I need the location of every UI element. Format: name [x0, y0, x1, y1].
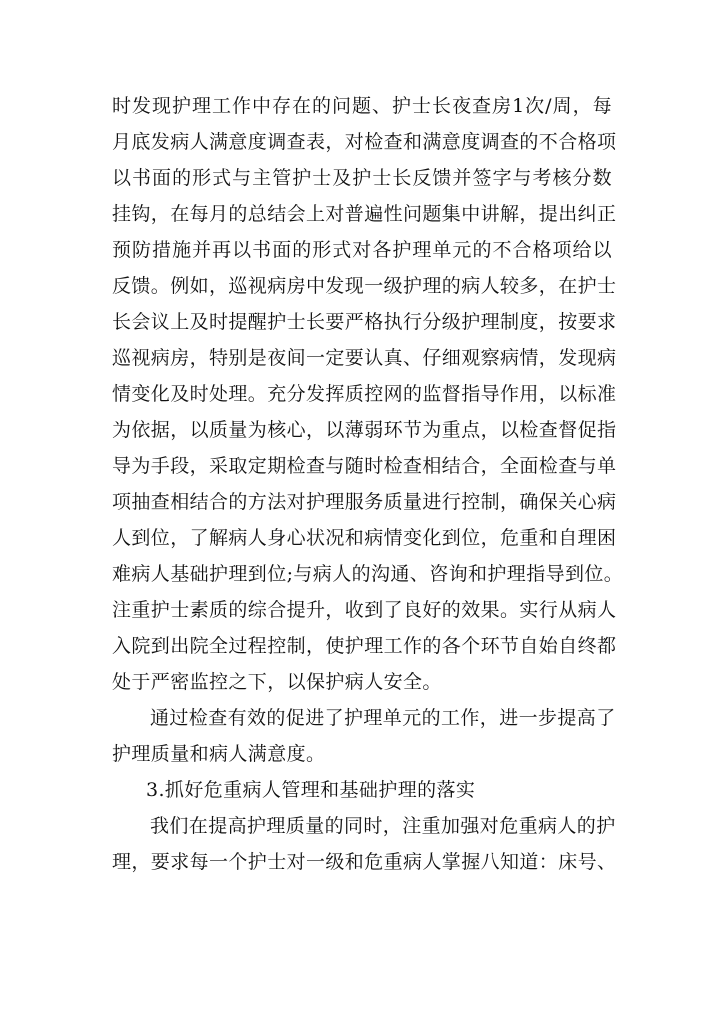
text-line: 护理质量和病人满意度。 [112, 743, 326, 765]
text-line: 挂钩，在每月的总结会上对普遍性问题集中讲解，提出纠正 [112, 203, 617, 225]
document-body [112, 88, 624, 880]
text-line: 难病人基础护理到位;与病人的沟通、咨询和护理指导到位。 [112, 563, 624, 585]
section-heading: 3.抓好危重病人管理和基础护理的落实 [146, 779, 476, 801]
text-line: 巡视病房，特别是夜间一定要认真、仔细观察病情，发现病 [112, 347, 617, 369]
text-line: 处于严密监控之下，以保护病人安全。 [112, 671, 442, 693]
text-line: 预防措施并再以书面的形式对各护理单元的不合格项给以 [112, 239, 612, 261]
text-line: 人到位，了解病人身心状况和病情变化到位，危重和自理困 [112, 527, 617, 549]
text-line: 导为手段，采取定期检查与随时检查相结合，全面检查与单 [112, 455, 617, 477]
text-line: 长会议上及时提醒护士长要严格执行分级护理制度，按要求 [112, 311, 617, 333]
text-line: 时发现护理工作中存在的问题、护士长夜查房1次/周，每 [112, 95, 612, 117]
paragraph-quality-control [112, 88, 624, 700]
text-line: 注重护士素质的综合提升，收到了良好的效果。实行从病人 [112, 599, 617, 621]
text-line: 月底发病人满意度调查表，对检查和满意度调查的不合格项 [112, 131, 617, 153]
paragraph-critical-patients [112, 808, 617, 880]
text-line: 项抽查相结合的方法对护理服务质量进行控制，确保关心病 [112, 491, 617, 513]
text-line: 理，要求每一个护士对一级和危重病人掌握八知道：床号、 [112, 851, 617, 873]
paragraph-inspection-result [112, 700, 616, 772]
text-line: 为依据，以质量为核心，以薄弱环节为重点，以检查督促指 [112, 419, 617, 441]
text-line: 情变化及时处理。充分发挥质控网的监督指导作用，以标准 [112, 383, 617, 405]
text-line: 我们在提高护理质量的同时，注重加强对危重病人的护 [150, 815, 616, 837]
text-line: 通过检查有效的促进了护理单元的工作，进一步提高了 [150, 707, 616, 729]
text-line: 入院到出院全过程控制，使护理工作的各个环节自始自终都 [112, 635, 617, 657]
text-line: 以书面的形式与主管护士及护士长反馈并签字与考核分数 [112, 167, 612, 189]
text-line: 反馈。例如，巡视病房中发现一级护理的病人较多，在护士 [112, 275, 617, 297]
